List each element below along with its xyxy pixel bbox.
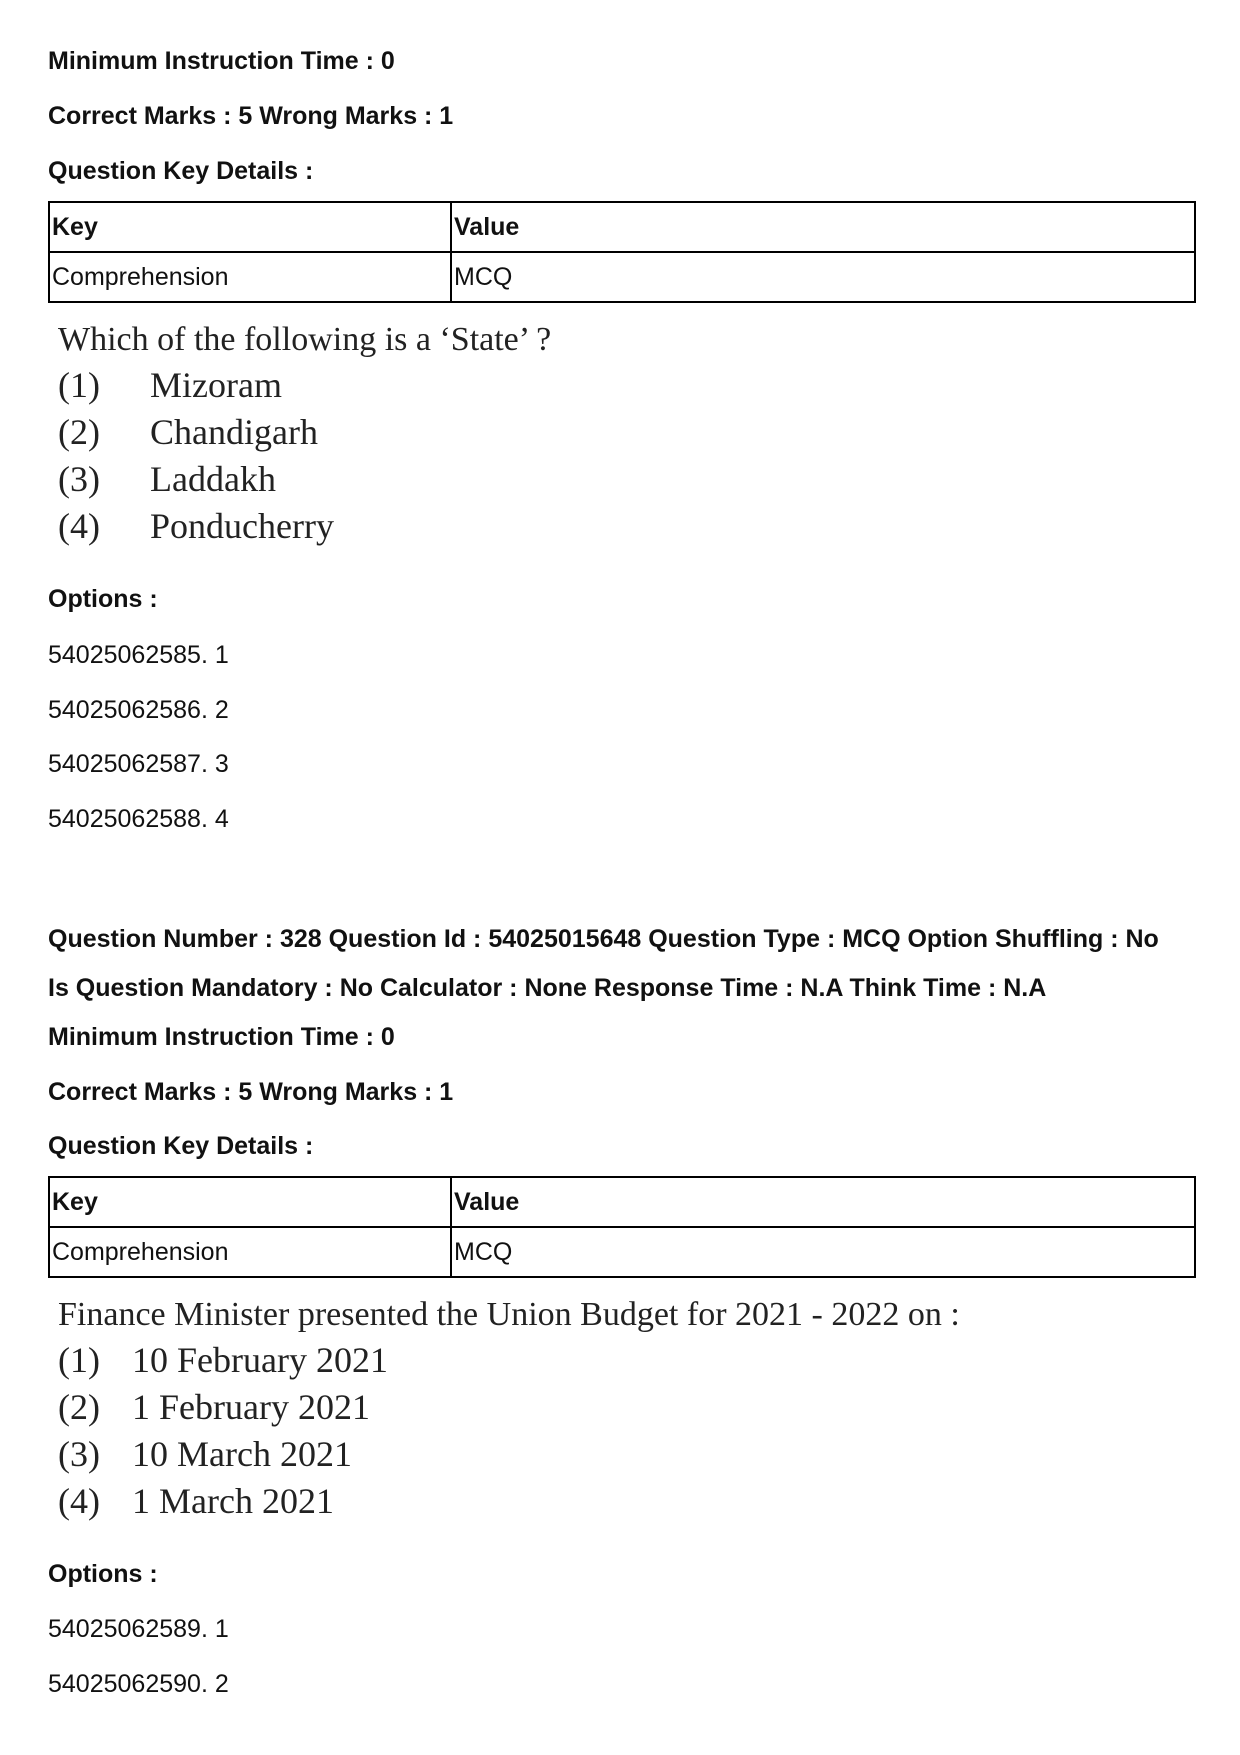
options-label: Options : xyxy=(48,585,158,613)
option-id-line: 54025062590. 2 xyxy=(48,1670,229,1698)
option-number: (2) xyxy=(58,412,100,452)
table-cell-value: MCQ xyxy=(451,252,1195,302)
table-cell-key: Comprehension xyxy=(49,252,451,302)
question-key-table xyxy=(48,1176,1196,1278)
option-number: (1) xyxy=(58,365,100,405)
option-number: (1) xyxy=(58,1340,100,1380)
table-cell-key: Comprehension xyxy=(49,1227,451,1277)
marks-line: Correct Marks : 5 Wrong Marks : 1 xyxy=(48,1078,454,1106)
option-id-line: 54025062586. 2 xyxy=(48,696,229,724)
question-option xyxy=(58,1478,960,1525)
min-instruction-time: Minimum Instruction Time : 0 xyxy=(48,47,395,75)
question-key-details-label: Question Key Details : xyxy=(48,1132,314,1160)
question-image xyxy=(58,1293,960,1525)
option-text: Chandigarh xyxy=(150,412,318,452)
option-text: 10 February 2021 xyxy=(132,1340,388,1380)
question-image xyxy=(58,318,551,550)
question-stem: Finance Minister presented the Union Budget for 2021 - 2022 on : xyxy=(58,1296,960,1333)
table-header-key: Key xyxy=(49,202,451,252)
question-option xyxy=(58,1384,960,1431)
table-header-value: Value xyxy=(451,1177,1195,1227)
option-id-line: 54025062588. 4 xyxy=(48,805,229,833)
table-header-key: Key xyxy=(49,1177,451,1227)
option-text: 1 February 2021 xyxy=(132,1387,370,1427)
option-number: (3) xyxy=(58,459,100,499)
question-key-details-label: Question Key Details : xyxy=(48,157,314,185)
question-option xyxy=(58,1431,960,1478)
question-header-line-1: Question Number : 328 Question Id : 54025015648 Question Type : MCQ Option Shuffling : No xyxy=(48,925,1159,953)
question-option xyxy=(58,456,551,503)
table-header-value: Value xyxy=(451,202,1195,252)
option-text: Laddakh xyxy=(150,459,276,499)
option-number: (4) xyxy=(58,506,100,546)
option-text: Mizoram xyxy=(150,365,282,405)
question-option xyxy=(58,409,551,456)
option-number: (2) xyxy=(58,1387,100,1427)
options-label: Options : xyxy=(48,1560,158,1588)
question-key-table xyxy=(48,201,1196,303)
option-text: Ponducherry xyxy=(150,506,334,546)
table-row xyxy=(49,252,1195,302)
table-row xyxy=(49,1227,1195,1277)
table-header-row xyxy=(49,1177,1195,1227)
question-stem: Which of the following is a ‘State’ ? xyxy=(58,321,552,358)
question-option xyxy=(58,503,551,550)
option-text: 10 March 2021 xyxy=(132,1434,352,1474)
option-id-line: 54025062589. 1 xyxy=(48,1615,229,1643)
question-option xyxy=(58,362,551,409)
option-id-line: 54025062585. 1 xyxy=(48,641,229,669)
question-option xyxy=(58,1337,960,1384)
option-id-line: 54025062587. 3 xyxy=(48,750,229,778)
marks-line: Correct Marks : 5 Wrong Marks : 1 xyxy=(48,102,454,130)
option-number: (4) xyxy=(58,1481,100,1521)
option-number: (3) xyxy=(58,1434,100,1474)
table-header-row xyxy=(49,202,1195,252)
option-text: 1 March 2021 xyxy=(132,1481,334,1521)
table-cell-value: MCQ xyxy=(451,1227,1195,1277)
min-instruction-time: Minimum Instruction Time : 0 xyxy=(48,1023,395,1051)
question-header-line-2: Is Question Mandatory : No Calculator : None Response Time : N.A Think Time : N.A xyxy=(48,974,1047,1002)
